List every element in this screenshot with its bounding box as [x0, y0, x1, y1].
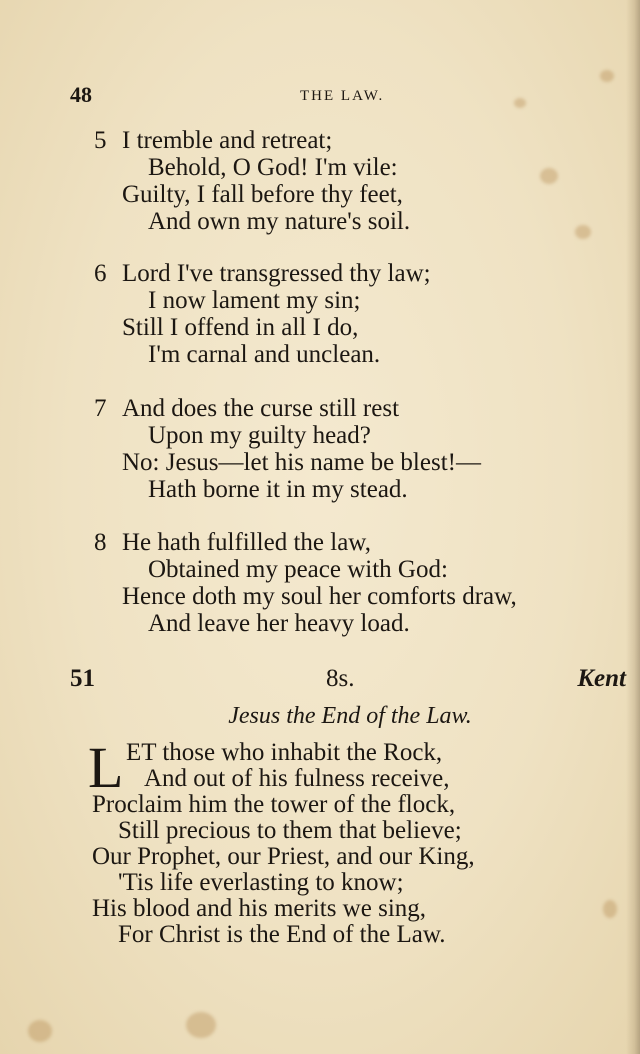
stanza-number: 8 — [94, 529, 107, 556]
running-title: THE LAW. — [300, 88, 385, 104]
foxing-stain — [575, 225, 591, 239]
stanza-number: 5 — [94, 127, 107, 154]
hymn-tune: Kent — [577, 665, 626, 692]
foxing-stain — [28, 1020, 52, 1042]
stanza-line: Still I offend in all I do, — [122, 314, 359, 341]
hymn-meter: 8s. — [326, 665, 355, 692]
stanza-6 — [94, 260, 431, 368]
hymn-line: And out of his fulness receive, — [144, 765, 450, 792]
stanza-line: Behold, O God! I'm vile: — [148, 154, 398, 181]
hymn-heading — [70, 665, 626, 695]
hymn-title: Jesus the End of the Law. — [228, 703, 472, 729]
stanza-line: 5 I tremble and retreat; — [94, 127, 333, 154]
hymn-line: Our Prophet, our Priest, and our King, — [92, 843, 475, 870]
stanza-5 — [94, 127, 410, 235]
stanza-line: Obtained my peace with God: — [148, 556, 448, 583]
hymn-line: Proclaim him the tower of the flock, — [92, 791, 456, 818]
stanza-line: 7 And does the curse still rest — [94, 395, 400, 422]
stanza-line: I now lament my sin; — [148, 287, 361, 314]
stanza-line: Upon my guilty head? — [148, 422, 371, 449]
foxing-stain — [600, 70, 614, 82]
stanza-line: 8 He hath fulfilled the law, — [94, 529, 371, 556]
hymn-number: 51 — [70, 665, 95, 692]
hymn-line: Still precious to them that believe; — [118, 817, 462, 844]
stanza-line: Hath borne it in my stead. — [148, 476, 408, 503]
foxing-stain — [540, 168, 558, 184]
hymn-line: 'Tis life everlasting to know; — [118, 869, 404, 896]
hymn-line: ET those who inhabit the Rock, — [126, 739, 443, 766]
stanza-line: And leave her heavy load. — [148, 610, 410, 637]
stanza-number: 7 — [94, 395, 107, 422]
stanza-number: 6 — [94, 260, 107, 287]
stanza-line: Guilty, I fall before thy feet, — [122, 181, 403, 208]
page-header — [70, 82, 600, 110]
stanza-7 — [94, 395, 481, 503]
hymn-body — [88, 735, 475, 948]
drop-cap: L — [88, 735, 124, 800]
stanza-8 — [94, 529, 517, 637]
page-number: 48 — [70, 82, 92, 107]
stanza-line: And own my nature's soil. — [148, 208, 411, 235]
stanza-line: No: Jesus—let his name be blest!— — [122, 449, 481, 476]
stanza-line: Hence doth my soul her comforts draw, — [122, 583, 517, 610]
page-spine-shadow — [626, 0, 640, 1054]
stanza-line: I'm carnal and unclean. — [148, 341, 381, 368]
stanza-line: 6 Lord I've transgressed thy law; — [94, 260, 431, 287]
hymn-line: For Christ is the End of the Law. — [118, 921, 446, 948]
foxing-stain — [603, 900, 617, 918]
hymn-line: His blood and his merits we sing, — [92, 895, 427, 922]
foxing-stain — [186, 1012, 216, 1038]
